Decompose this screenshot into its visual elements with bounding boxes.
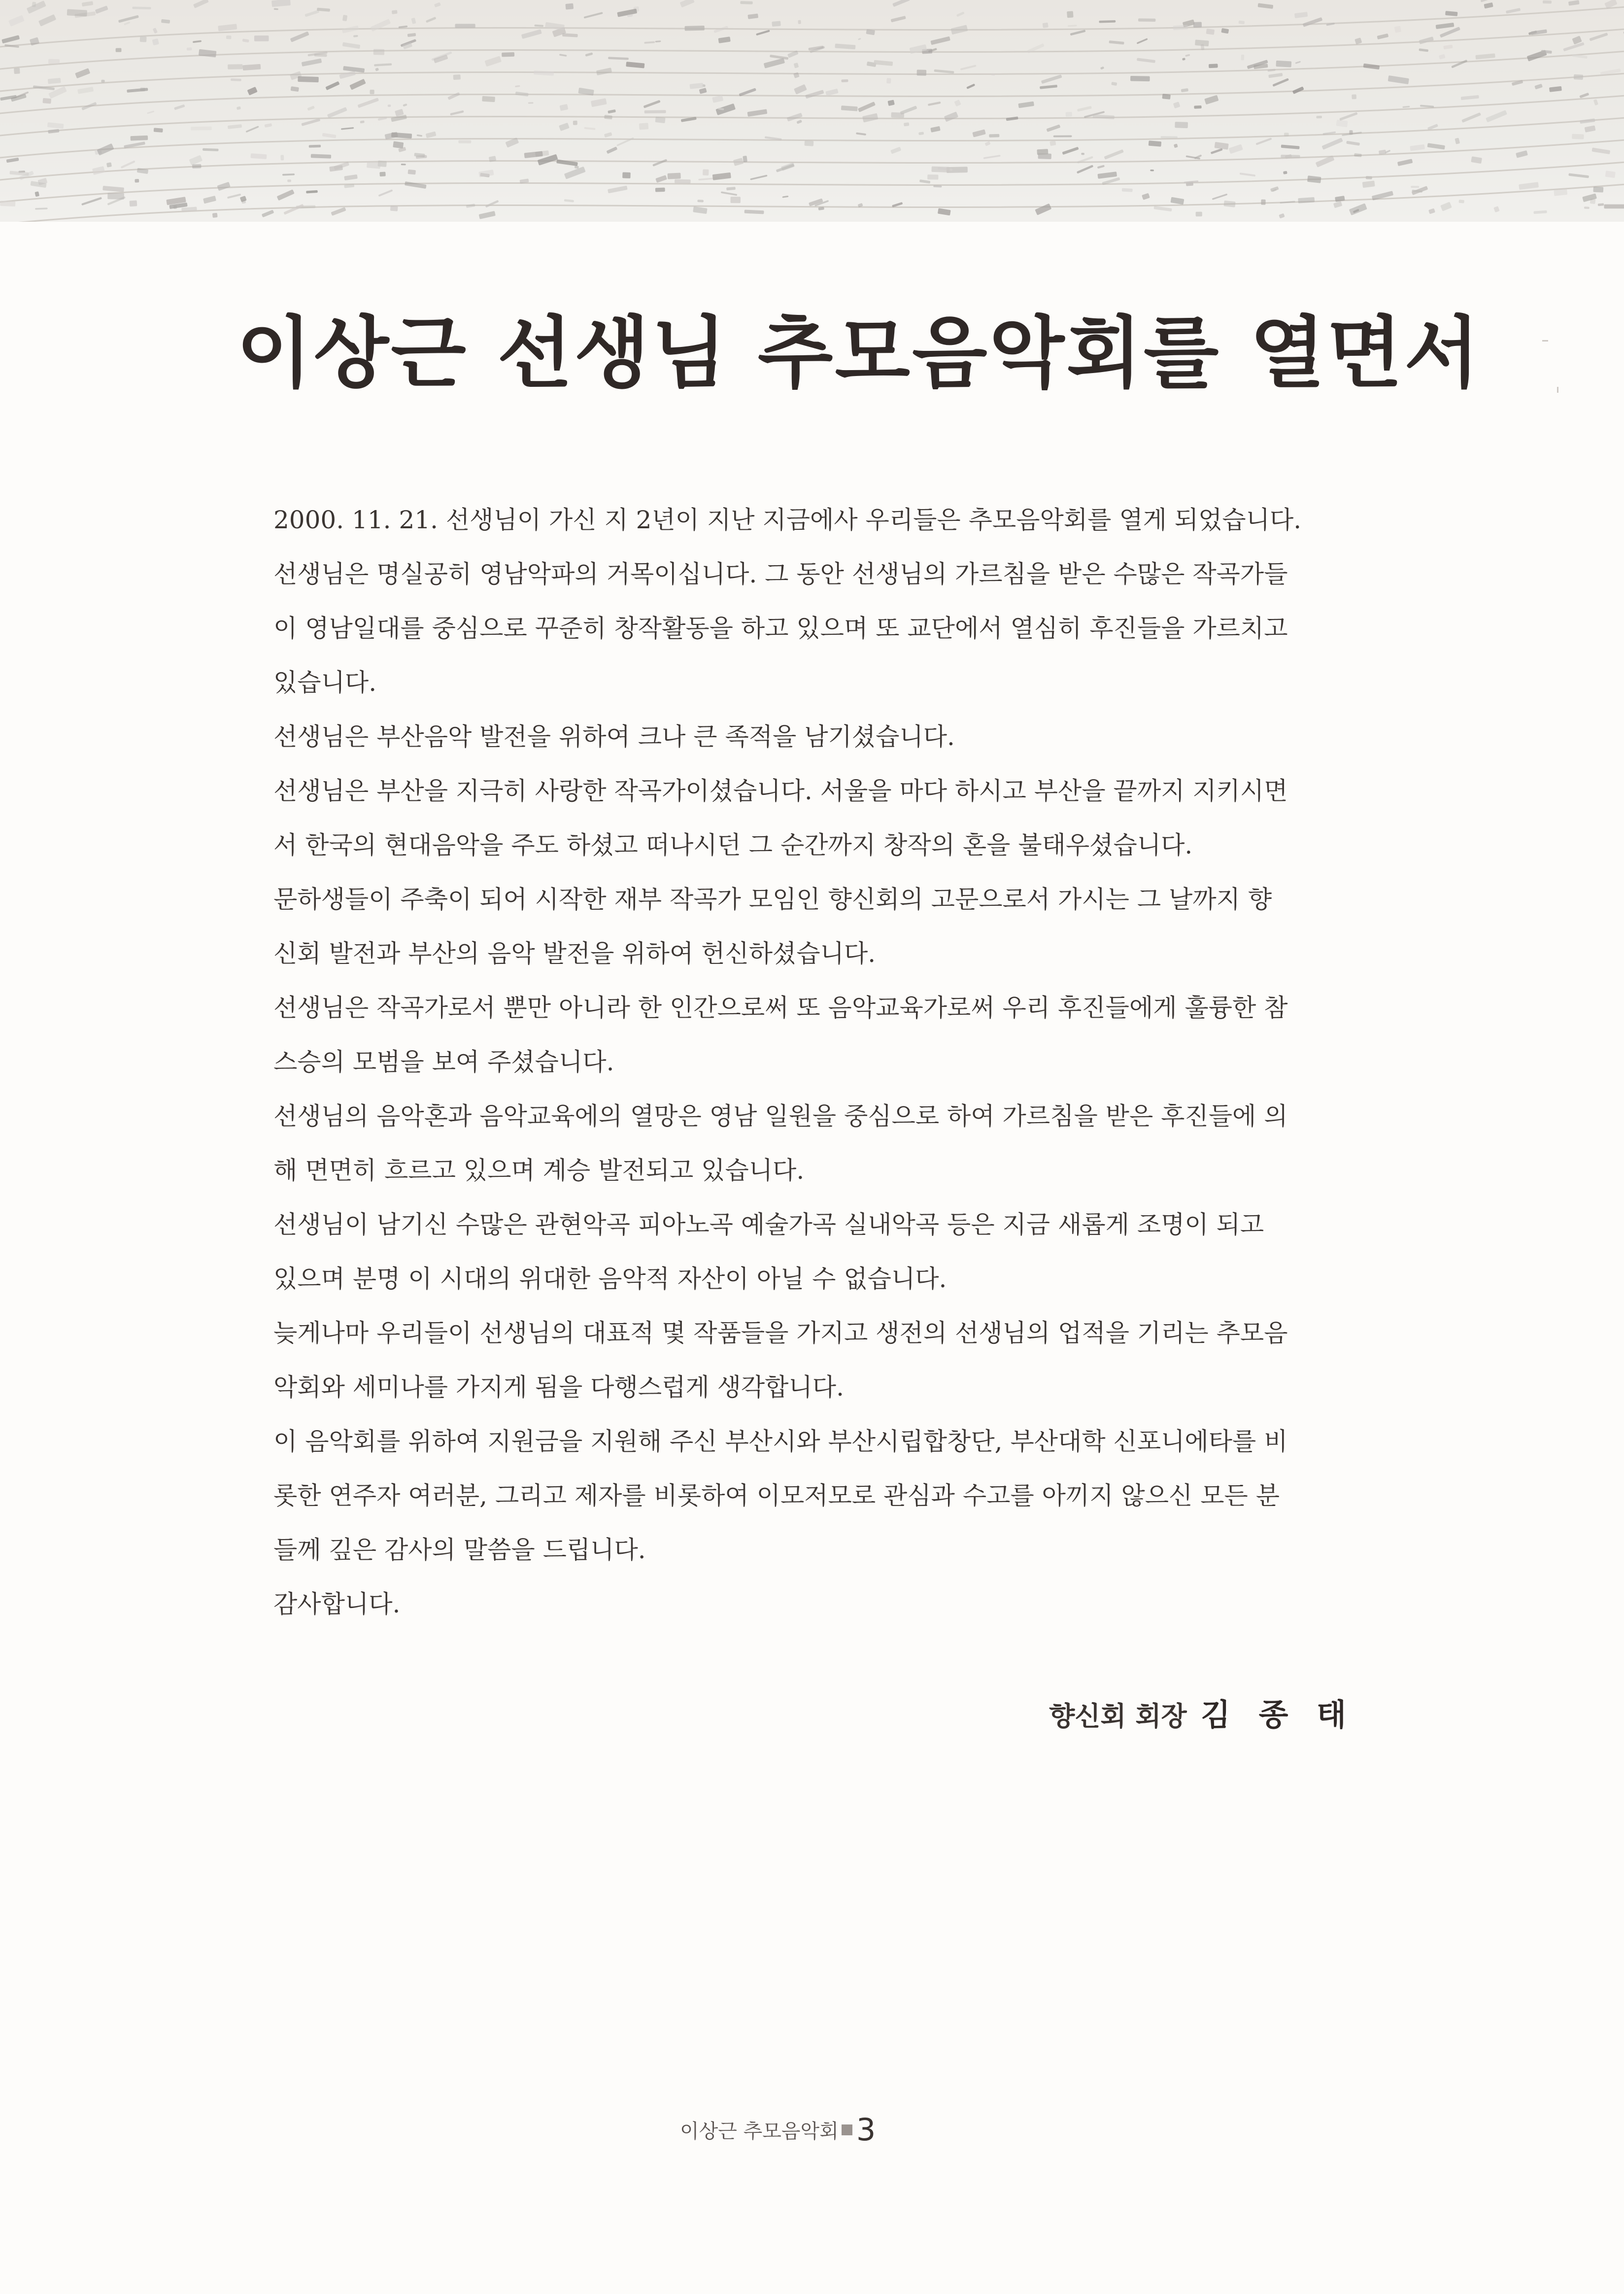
body-line: 문하생들이 주축이 되어 시작한 재부 작곡가 모임인 향신회의 고문으로서 가시는 그 날까지 향 <box>273 885 1272 914</box>
faded-music-manuscript-icon <box>0 0 1624 222</box>
body-line: 선생님은 부산을 지극히 사랑한 작곡가이셨습니다. 서울을 마다 하시고 부산을 끝까지 지키시면 <box>273 777 1288 805</box>
body-line: 있습니다. <box>273 668 377 697</box>
body-line: 2000. 11. 21. 선생님이 가신 지 2년이 지난 지금에사 우리들은 추모음악회를 열게 되었습니다. <box>273 506 1302 534</box>
square-bullet-icon <box>842 2124 852 2135</box>
body-line: 스승의 모범을 보여 주셨습니다. <box>273 1048 614 1076</box>
header-decorative-band <box>0 0 1624 222</box>
body-line: 선생님은 작곡가로서 뿐만 아니라 한 인간으로써 또 음악교육가로써 우리 후진들에게 훌륭한 참 <box>273 993 1288 1022</box>
body-line: 들께 깊은 감사의 말씀을 드립니다. <box>273 1536 646 1564</box>
body-line: 있으며 분명 이 시대의 위대한 음악적 자산이 아닐 수 없습니다. <box>273 1265 947 1293</box>
body-line: 선생님이 남기신 수많은 관현악곡 피아노곡 예술가곡 실내악곡 등은 지금 새롭게 조명이 되고 <box>273 1210 1264 1239</box>
body-text <box>273 493 1357 1631</box>
page-number: 3 <box>856 2112 876 2148</box>
body-line: 악회와 세미나를 가지게 됨을 다행스럽게 생각합니다. <box>273 1373 844 1402</box>
signature-name: 김 종 태 <box>1201 1697 1355 1733</box>
body-line: 이 음악회를 위하여 지원금을 지원해 주신 부산시와 부산시립합창단, 부산대학 신포니에타를 비 <box>273 1427 1288 1456</box>
signature-block <box>985 1690 1355 1734</box>
body-line: 늦게나마 우리들이 선생님의 대표적 몇 작품들을 가지고 생전의 선생님의 업적을 기리는 추모음 <box>273 1319 1288 1347</box>
footer-running-title: 이상근 추모음악회 <box>680 2120 839 2143</box>
page-title: 이상근 선생님 추모음악회를 열면서 <box>237 308 1482 399</box>
page-footer <box>680 2112 976 2148</box>
margin-mark <box>1557 387 1558 393</box>
body-line: 서 한국의 현대음악을 주도 하셨고 떠나시던 그 순간까지 창작의 혼을 불태우셨습니다. <box>273 831 1193 859</box>
margin-mark <box>1542 340 1548 342</box>
signature-title: 향신회 회장 <box>1049 1700 1187 1732</box>
body-line: 선생님은 부산음악 발전을 위하여 크나 큰 족적을 남기셨습니다. <box>273 722 955 751</box>
body-line: 이 영남일대를 중심으로 꾸준히 창작활동을 하고 있으며 또 교단에서 열심히 후진들을 가르치고 <box>273 614 1288 643</box>
body-line: 해 면면히 흐르고 있으며 계승 발전되고 있습니다. <box>273 1156 805 1185</box>
body-line: 선생님의 음악혼과 음악교육에의 열망은 영남 일원을 중심으로 하여 가르침을 받은 후진들에 의 <box>273 1102 1288 1130</box>
body-line: 롯한 연주자 여러분, 그리고 제자를 비롯하여 이모저모로 관심과 수고를 아끼지 않으신 모든 분 <box>273 1481 1280 1510</box>
body-line: 신회 발전과 부산의 음악 발전을 위하여 헌신하셨습니다. <box>273 939 876 968</box>
body-line: 감사합니다. <box>273 1590 401 1618</box>
body-line: 선생님은 명실공히 영남악파의 거목이십니다. 그 동안 선생님의 가르침을 받은 수많은 작곡가들 <box>273 560 1288 588</box>
